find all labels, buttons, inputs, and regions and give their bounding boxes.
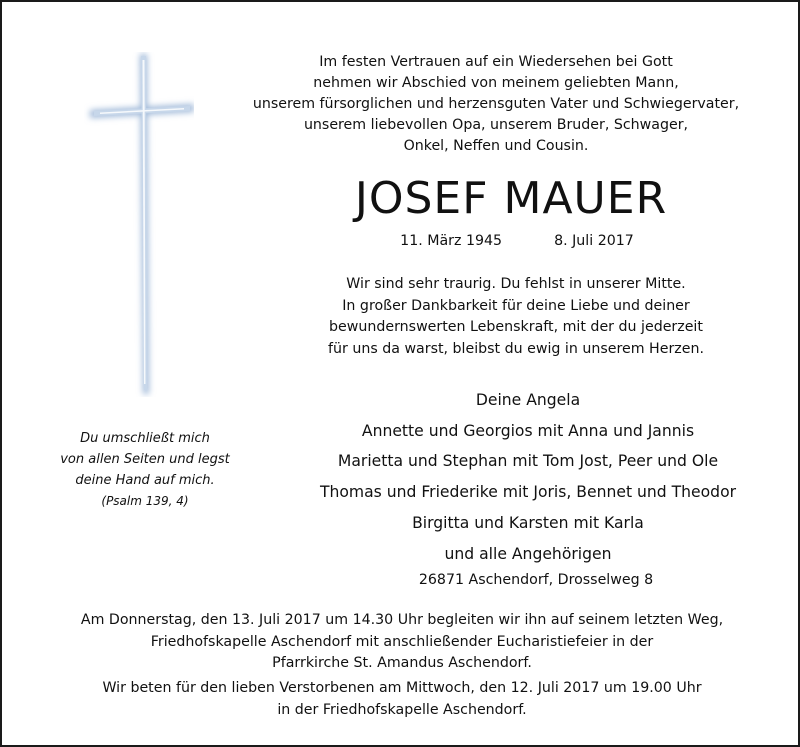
quote-line: Du umschließt mich: [80, 431, 210, 446]
prayer-line: Wir beten für den lieben Verstorbenen am Mittwoch, den 12. Juli 2017 um 19.00 Uhr: [102, 680, 702, 696]
quote-line: deine Hand auf mich.: [75, 473, 215, 488]
intro-line: unserem fürsorglichen und herzensguten Vater und Schwiegervater,: [252, 96, 740, 112]
service-line: Am Donnerstag, den 13. Juli 2017 um 14.30 Uhr begleiten wir ihn auf seinem letzten Weg,: [80, 612, 724, 628]
service-line: Pfarrkirche St. Amandus Aschendorf.: [272, 655, 532, 671]
address: 26871 Aschendorf, Drosselweg 8: [418, 572, 654, 588]
life-dates: [362, 231, 672, 251]
prayer-service-info: [12, 678, 792, 721]
family-line: Marietta und Stephan mit Tom Jost, Peer und Ole: [337, 452, 719, 471]
grief-line: Wir sind sehr traurig. Du fehlst in unserer Mitte.: [346, 276, 686, 292]
intro-line: Onkel, Neffen und Cousin.: [403, 138, 589, 154]
service-line: Friedhofskapelle Aschendorf mit anschließender Eucharistiefeier in der: [150, 633, 654, 650]
birth-date: 11. März 1945: [400, 233, 503, 249]
grief-line: bewundernswerten Lebenskraft, mit der du jederzeit: [329, 319, 703, 335]
death-date: 8. Juli 2017: [554, 233, 634, 249]
grief-line: für uns da warst, bleibst du ewig in unserem Herzen.: [328, 340, 704, 357]
intro-line: nehmen wir Abschied von meinem geliebten Mann,: [313, 75, 679, 91]
quote-reference: (Psalm 139, 4): [101, 494, 189, 508]
grief-text: [256, 274, 776, 360]
prayer-line: in der Friedhofskapelle Aschendorf.: [277, 701, 527, 718]
family-line: Deine Angela: [475, 391, 581, 409]
intro-text: [236, 52, 756, 157]
family-line: und alle Angehörigen: [444, 544, 612, 563]
family-line: Birgitta und Karsten mit Karla: [412, 513, 644, 532]
intro-line: unserem liebevollen Opa, unserem Bruder, Schwager,: [303, 117, 689, 133]
intro-line: Im festen Vertrauen auf ein Wiedersehen bei Gott: [319, 54, 673, 70]
family-signatures: [264, 385, 792, 569]
psalm-quote: [42, 428, 248, 512]
quote-line: von allen Seiten und legst: [60, 452, 230, 467]
cross-icon: [84, 52, 194, 397]
funeral-service-info: [12, 610, 792, 675]
deceased-name: JOSEF MAUER: [354, 173, 668, 224]
family-line: Annette und Georgios mit Anna und Jannis: [361, 421, 695, 440]
family-line: Thomas und Friederike mit Joris, Bennet und Theodor: [319, 483, 737, 502]
grief-line: In großer Dankbarkeit für deine Liebe und deiner: [342, 297, 690, 314]
